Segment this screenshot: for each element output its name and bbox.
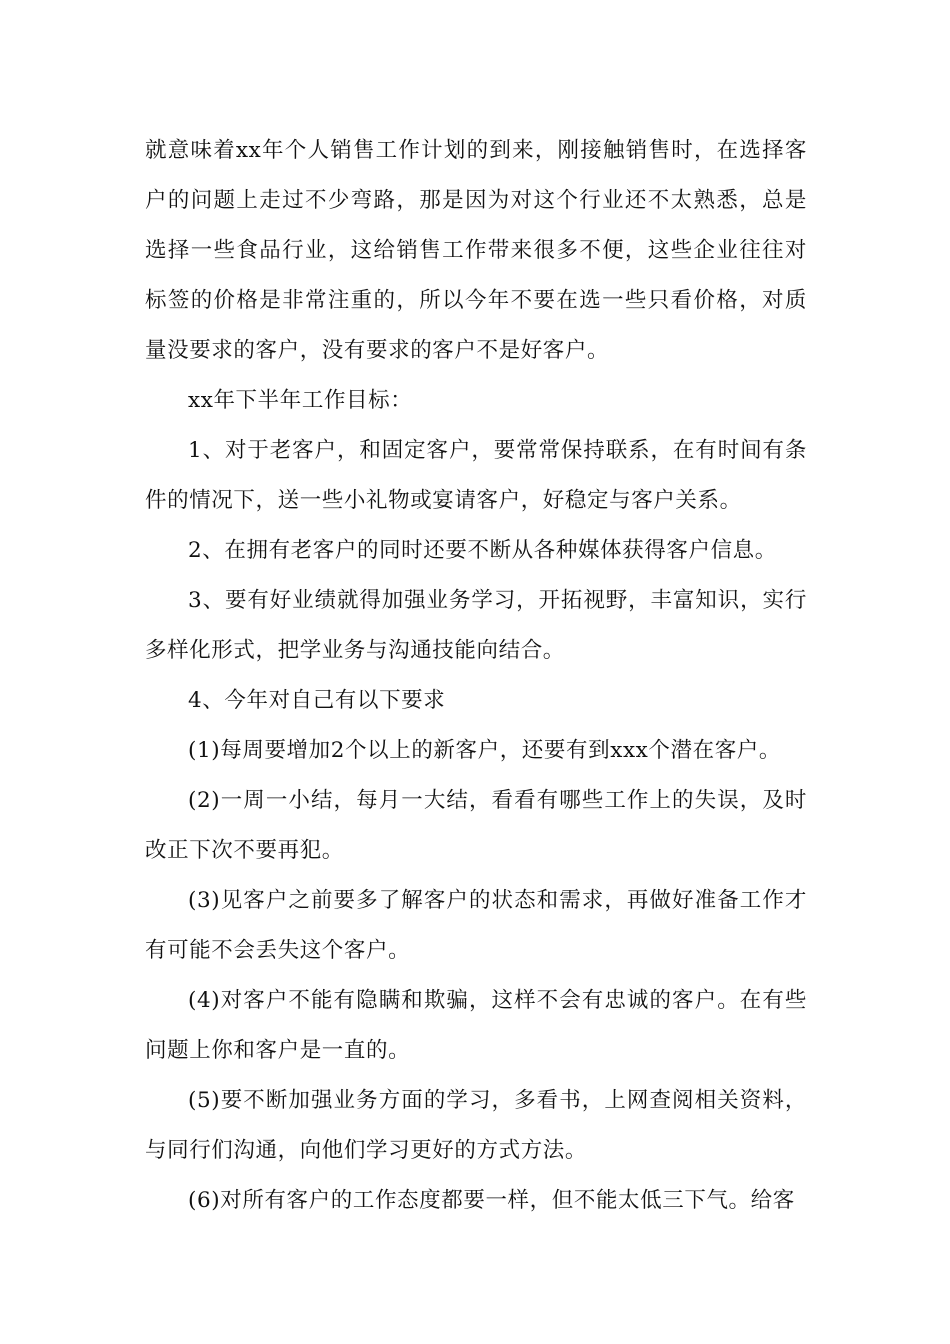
paragraph-5: 3、要有好业绩就得加强业务学习，开拓视野，丰富知识，实行多样化形式，把学业务与沟通技能向结合。 [145,588,807,663]
paragraph-11: (5)要不断加强业务方面的学习，多看书，上网查阅相关资料，与同行们沟通，向他们学习更好的方式方法。 [145,1088,807,1163]
document-body [145,126,807,1226]
paragraph-7: (1)每周要增加2个以上的新客户，还要有到xxx个潜在客户。 [188,738,782,763]
paragraph-3: 1、对于老客户，和固定客户，要常常保持联系，在有时间有条件的情况下，送一些小礼物或宴请客户，好稳定与客户关系。 [145,438,807,513]
paragraph-2: xx年下半年工作目标： [188,388,413,413]
paragraph-12: (6)对所有客户的工作态度都要一样，但不能太低三下气。给客 [188,1188,795,1213]
paragraph-8: (2)一周一小结，每月一大结，看看有哪些工作上的失误，及时改正下次不要再犯。 [145,788,807,863]
paragraph-6: 4、今年对自己有以下要求 [188,688,446,713]
paragraph-9: (3)见客户之前要多了解客户的状态和需求，再做好准备工作才有可能不会丢失这个客户。 [145,888,807,963]
paragraph-1: 就意味着xx年个人销售工作计划的到来，刚接触销售时，在选择客户的问题上走过不少弯路，那是因为对这个行业还不太熟悉，总是选择一些食品行业，这给销售工作带来很多不便，这些企业往往对标签的价格是非常注重的，所以今年不要在选一些只看价格，对质量没要求的客户，没有要求的客户不是好客户。 [145,138,807,363]
paragraph-10: (4)对客户不能有隐瞒和欺骗，这样不会有忠诚的客户。在有些问题上你和客户是一直的。 [145,988,807,1063]
paragraph-4: 2、在拥有老客户的同时还要不断从各种媒体获得客户信息。 [188,538,777,563]
